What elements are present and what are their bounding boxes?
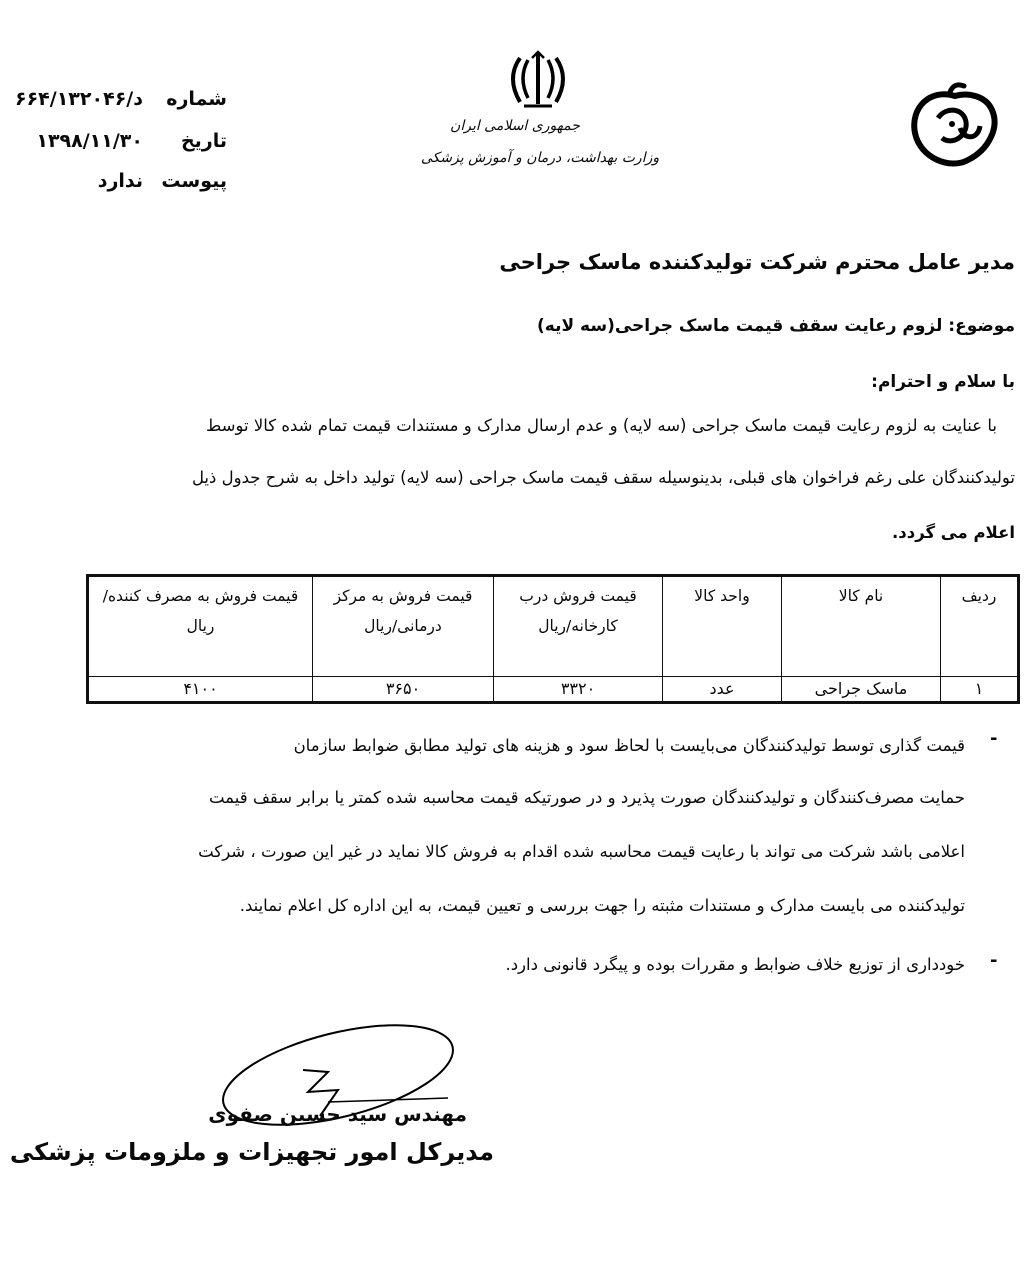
letter-date-value: ۱۳۹۸/۱۱/۳۰ [36, 130, 143, 152]
bullet-dash-2: - [990, 950, 998, 971]
subject-line: موضوع: لزوم رعایت سقف قیمت ماسک جراحی(سه لایه) [537, 316, 1015, 336]
letter-number-value: د/۶۶۴/۱۳۲۰۴۶ [14, 88, 143, 110]
iran-emblem-icon [498, 50, 578, 110]
paragraph-line-2: تولیدکنندگان علی رغم فراخوان های قبلی، بدینوسیله سقف قیمت ماسک جراحی (سه لایه) تولید داخل به شرح جدول ذیل [191, 468, 1015, 487]
cell-medical-center-price: ۳۶۵۰ [313, 677, 494, 702]
column-header-product-name: نام کالا [782, 577, 941, 677]
bullet1-line-4: تولیدکننده می بایست مدارک و مستندات مثبته را جهت بررسی و تعیین قیمت، به این اداره کل اعلام نمایند. [239, 896, 965, 915]
cell-unit: عدد [663, 677, 782, 702]
letter-attachment-row [98, 170, 227, 192]
column-header-row-number: ردیف [941, 577, 1018, 677]
ministry-logo [860, 78, 1010, 188]
cell-row-number: ۱ [941, 677, 1018, 702]
cell-consumer-price: ۴۱۰۰ [89, 677, 313, 702]
letter-date-label: تاریخ [180, 130, 227, 152]
addressee: مدیر عامل محترم شرکت تولیدکننده ماسک جراحی [499, 250, 1015, 274]
letter-number-row [15, 88, 227, 110]
greeting: با سلام و احترام: [871, 372, 1015, 392]
letter-attachment-value: ندارد [97, 170, 143, 192]
cell-factory-price: ۳۳۲۰ [494, 677, 663, 702]
government-emblem-block [420, 50, 670, 200]
bullet1-line-3: اعلامی باشد شرکت می تواند با رعایت قیمت محاسبه شده اقدام به فروش کالا نماید در غیر این صورت ، شرکت [198, 842, 965, 861]
bullet1-line-1: قیمت گذاری توسط تولیدکنندگان می‌بایست با لحاظ سود و هزینه های تولید مطابق ضوابط سازمان [293, 736, 965, 755]
ministry-logo-icon [860, 78, 1010, 178]
column-header-consumer-price: قیمت فروش به مصرف کننده/ریال [89, 577, 313, 677]
column-header-factory-price: قیمت فروش درب کارخانه/ریال [494, 577, 663, 677]
letter-attachment-label: پیوست [161, 170, 227, 192]
bullet2-line-1: خودداری از توزیع خلاف ضوابط و مقررات بوده و پیگرد قانونی دارد. [505, 955, 965, 974]
table-header-row [89, 577, 1018, 677]
ministry-name: وزارت بهداشت، درمان و آموزش پزشکی [420, 150, 660, 166]
letter-number-label: شماره [166, 88, 227, 110]
cell-product-name: ماسک جراحی [782, 677, 941, 702]
table-row [89, 677, 1018, 702]
column-header-unit: واحد کالا [663, 577, 782, 677]
price-table [86, 574, 1020, 704]
signatory-name: مهندس سید حسین صفوی [208, 1102, 467, 1126]
bullet-dash-1: - [990, 728, 998, 749]
paragraph-line-3: اعلام می گردد. [891, 523, 1015, 542]
government-name: جمهوری اسلامی ایران [450, 118, 580, 134]
paragraph-line-1: با عنایت به لزوم رعایت قیمت ماسک جراحی (سه لایه) و عدم ارسال مدارک و مستندات قیمت تمام شده کالا توسط [205, 416, 997, 435]
letter-date-row [36, 130, 227, 152]
column-header-medical-center-price: قیمت فروش به مرکز درمانی/ریال [313, 577, 494, 677]
bullet1-line-2: حمایت مصرف‌کنندگان و تولیدکنندگان صورت پذیرد و در صورتیکه قیمت محاسبه شده کمتر یا برابر سقف قیمت [208, 788, 965, 807]
signatory-title: مدیرکل امور تجهیزات و ملزومات پزشکی [9, 1138, 494, 1166]
